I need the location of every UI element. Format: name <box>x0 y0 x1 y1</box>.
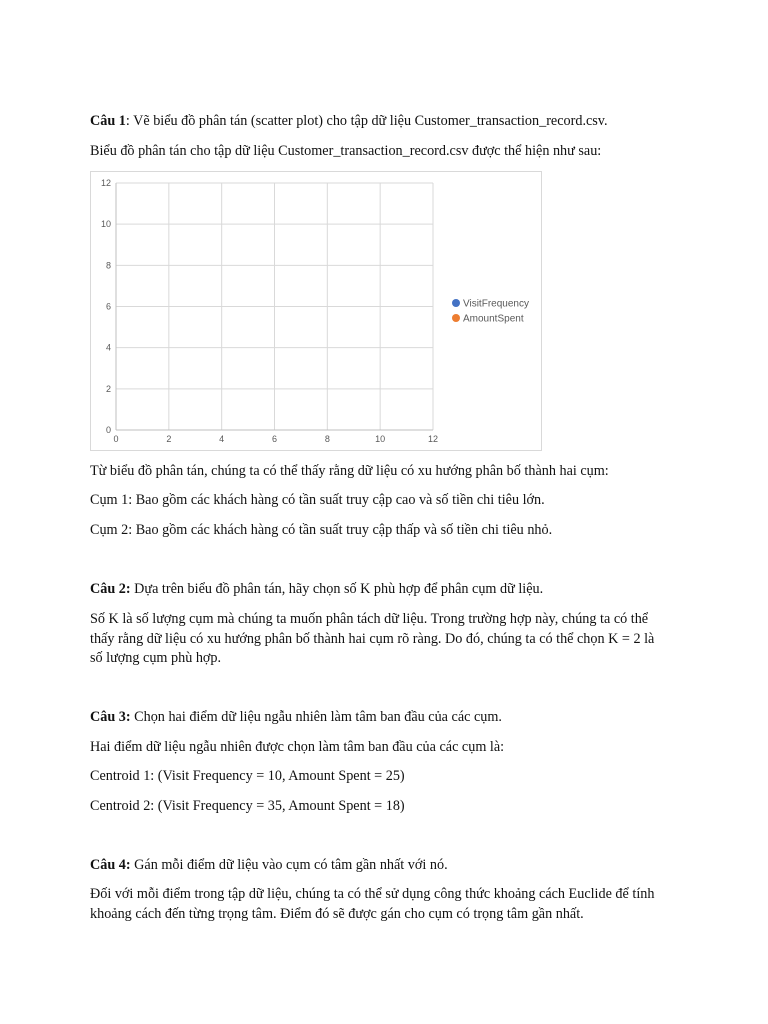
x-tick-label-2: 4 <box>219 434 225 444</box>
y-tick-label-6: 12 <box>100 178 111 188</box>
y-tick-label-2: 4 <box>105 342 111 353</box>
cluster-1-description: Cụm 1: Bao gồm các khách hàng có tần suất truy cập cao và số tiền chi tiêu lớn. <box>90 492 545 508</box>
centroid-2: Centroid 2: (Visit Frequency = 35, Amount Spent = 18) <box>90 798 405 814</box>
q3-heading <box>90 708 670 728</box>
q4-label: Câu 4: <box>90 857 131 873</box>
y-tick-label-4: 8 <box>105 260 111 271</box>
x-tick-label-6: 12 <box>427 434 439 444</box>
q4-heading <box>90 856 670 876</box>
q3-answer: Hai điểm dữ liệu ngẫu nhiên được chọn làm tâm ban đầu của các cụm là: <box>90 739 505 755</box>
centroid-1: Centroid 1: (Visit Frequency = 10, Amount Spent = 25) <box>90 768 405 784</box>
scatter-chart <box>90 171 542 451</box>
legend-marker-1 <box>452 314 460 322</box>
x-tick-label-1: 2 <box>166 434 172 444</box>
x-tick-label-4: 8 <box>324 434 330 444</box>
q4-text: Gán mỗi điểm dữ liệu vào cụm có tâm gần nhất với nó. <box>130 857 448 873</box>
q3-text: Chọn hai điểm dữ liệu ngẫu nhiên làm tâm ban đầu của các cụm. <box>130 709 502 725</box>
y-tick-label-5: 10 <box>100 219 111 230</box>
x-tick-label-5: 10 <box>375 434 386 444</box>
q1-text: : Vẽ biểu đồ phân tán (scatter plot) cho tập dữ liệu Customer_transaction_record.csv. <box>125 113 608 129</box>
q2-heading <box>90 580 670 600</box>
y-tick-label-0: 0 <box>105 425 111 435</box>
q1-answer: Biểu đồ phân tán cho tập dữ liệu Customer_transaction_record.csv được thể hiện như sau: <box>90 143 602 159</box>
y-tick-label-3: 6 <box>105 301 111 312</box>
q2-label: Câu 2: <box>90 581 131 597</box>
x-tick-label-3: 6 <box>271 434 278 444</box>
x-tick-label-0: 0 <box>113 434 119 444</box>
chart-summary: Từ biểu đồ phân tán, chúng ta có thể thấy rằng dữ liệu có xu hướng phân bố thành hai cụm: <box>90 463 609 479</box>
scatter-chart-svg <box>91 172 541 450</box>
y-tick-label-1: 2 <box>105 383 111 394</box>
q1-label: Câu 1 <box>90 113 126 129</box>
q2-text: Dựa trên biểu đồ phân tán, hãy chọn số K phù hợp để phân cụm dữ liệu. <box>130 581 544 597</box>
q1-heading <box>90 112 670 132</box>
cluster-2-description: Cụm 2: Bao gồm các khách hàng có tần suất truy cập thấp và số tiền chi tiêu nhỏ. <box>90 522 553 538</box>
q4-answer: Đối với mỗi điểm trong tập dữ liệu, chúng ta có thể sử dụng công thức khoảng cách Euclide để tính khoảng cách đến từng trọng tâm. Điểm đó sẽ được gán cho cụm có trọng tâm gần nhất. <box>90 886 655 922</box>
q3-label: Câu 3: <box>90 709 131 725</box>
q2-answer: Số K là số lượng cụm mà chúng ta muốn phân tách dữ liệu. Trong trường hợp này, chúng ta có thể thấy rằng dữ liệu có xu hướng phân bố thành hai cụm rõ ràng. Do đó, chúng ta có thể chọn K = 2 là số lượng cụm phù hợp. <box>90 611 655 666</box>
legend-label-0: VisitFrequency <box>463 298 529 310</box>
legend-label-1: AmountSpent <box>463 313 524 325</box>
legend-marker-0 <box>452 299 460 307</box>
